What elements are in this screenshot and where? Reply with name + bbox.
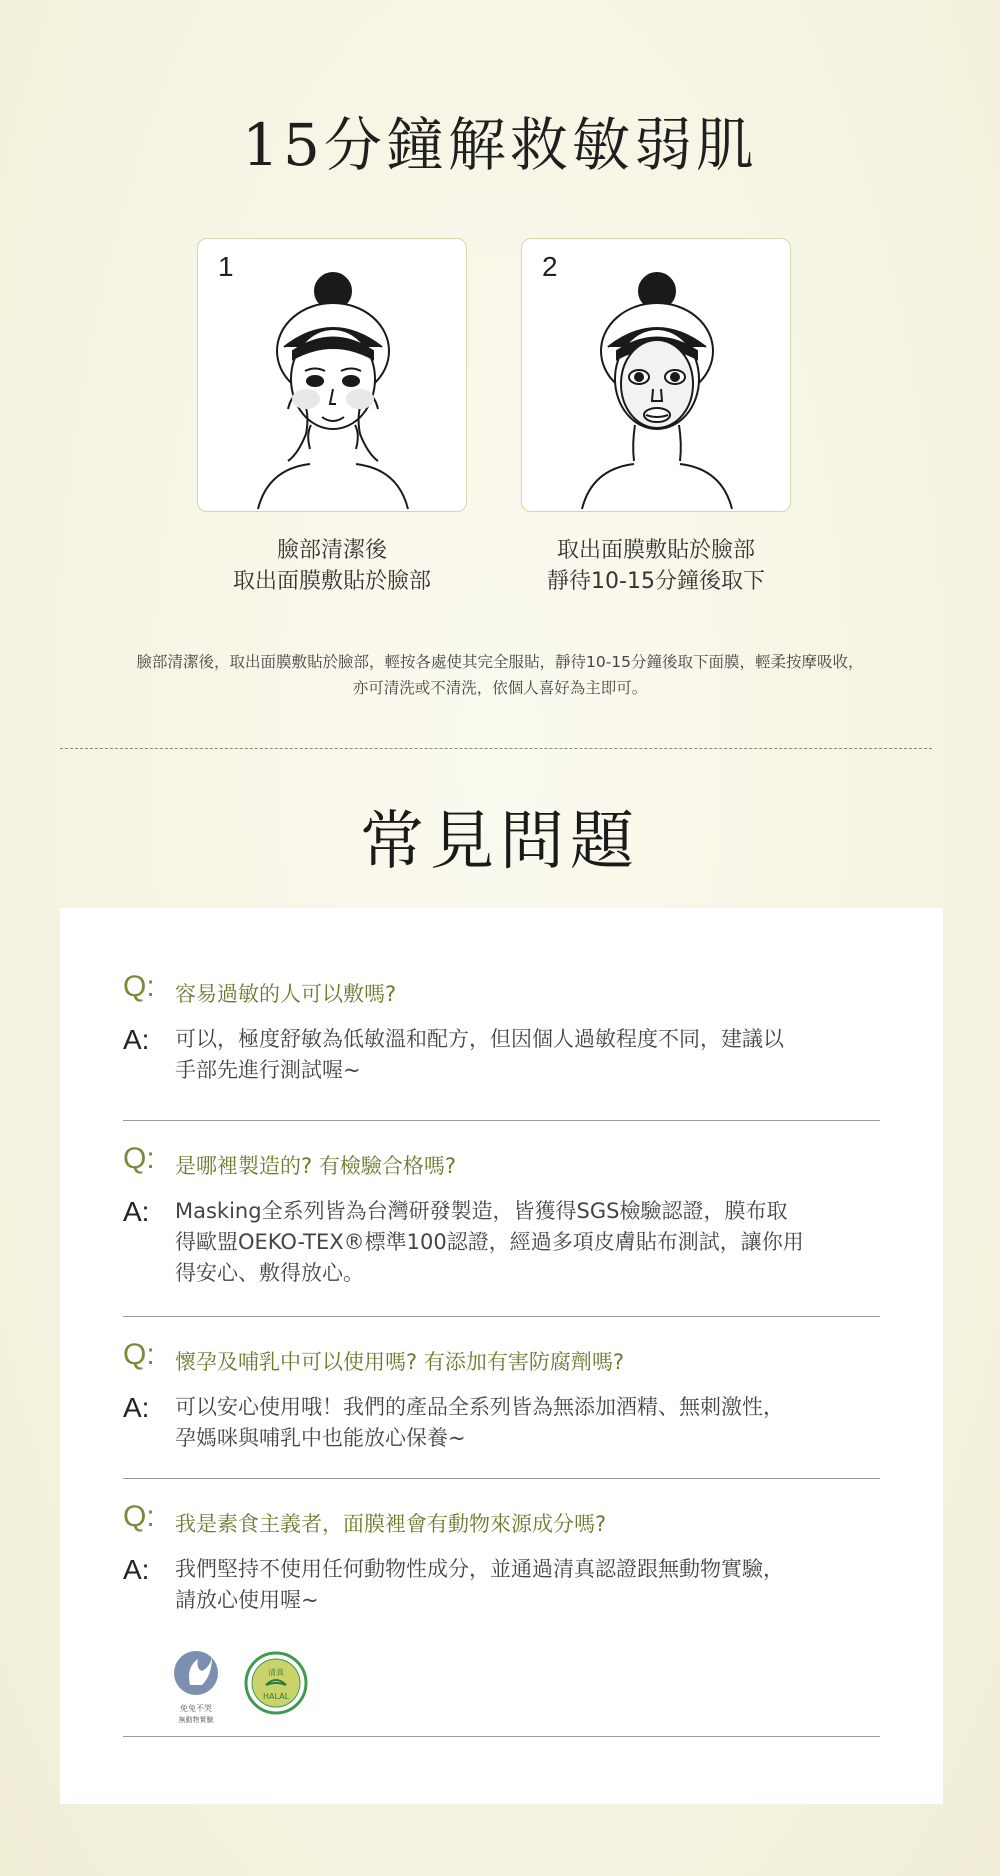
answer-line: 可以，極度舒敏為低敏溫和配方，但因個人過敏程度不同，建議以	[175, 1027, 784, 1051]
answer-line: 孕媽咪與哺乳中也能放心保養~	[175, 1426, 466, 1450]
faq-title: 常見問題	[360, 805, 640, 879]
face-mask-illustration	[522, 239, 792, 513]
answer-line: 手部先進行測試喔~	[175, 1058, 361, 1082]
a-marker: A:	[123, 1392, 150, 1423]
faq-item-1	[123, 970, 883, 1086]
step-caption-1	[182, 535, 482, 597]
face-cleansing-illustration	[198, 239, 468, 513]
a-marker: A:	[123, 1554, 150, 1585]
cruelty-free-text: 無動物實驗	[178, 1716, 214, 1724]
description-line: 臉部清潔後，取出面膜敷貼於臉部，輕按各處使其完全服貼，靜待10-15分鐘後取下面膜，輕柔按摩吸收，	[136, 653, 864, 671]
answer-line: Masking全系列皆為台灣研發製造，皆獲得SGS檢驗認證，膜布取	[175, 1199, 788, 1223]
faq-separator	[123, 1316, 880, 1317]
faq-question: 是哪裡製造的? 有檢驗合格嗎?	[175, 1154, 456, 1178]
halal-text: 清真	[268, 1668, 284, 1677]
answer-line: 得歐盟OEKO-TEX®標準100認證，經過多項皮膚貼布測試，讓你用	[175, 1230, 804, 1254]
step-number: 2	[542, 251, 558, 282]
answer-line: 請放心使用喔~	[175, 1588, 319, 1612]
caption-line: 取出面膜敷貼於臉部	[556, 538, 755, 563]
faq-answer	[175, 1392, 883, 1454]
q-marker: Q:	[123, 1500, 155, 1533]
faq-answer	[175, 1024, 883, 1086]
caption-line: 取出面膜敷貼於臉部	[232, 569, 431, 594]
cruelty-free-logo	[172, 1645, 312, 1729]
q-marker: Q:	[123, 1338, 155, 1371]
description-line: 亦可清洗或不清洗，依個人喜好為主即可。	[352, 679, 648, 697]
faq-question: 懷孕及哺乳中可以使用嗎? 有添加有害防腐劑嗎?	[175, 1350, 624, 1374]
caption-line: 臉部清潔後	[276, 538, 387, 563]
faq-question: 我是素食主義者，面膜裡會有動物來源成分嗎?	[175, 1512, 607, 1536]
faq-item-2	[123, 1142, 883, 1289]
faq-answer	[175, 1196, 883, 1289]
halal-word: HALAL	[262, 1692, 290, 1701]
answer-line: 我們堅持不使用任何動物性成分，並通過清真認證跟無動物實驗，	[175, 1557, 784, 1581]
cruelty-free-text: 免兔不哭	[180, 1704, 212, 1713]
certification-logos	[172, 1645, 312, 1733]
step-number: 1	[218, 251, 234, 282]
faq-separator	[123, 1478, 880, 1479]
section-divider	[60, 748, 932, 749]
faq-item-3	[123, 1338, 883, 1454]
a-marker: A:	[123, 1196, 150, 1227]
usage-title: 15分鐘解救敏弱肌	[242, 111, 758, 179]
faq-question: 容易過敏的人可以敷嗎?	[175, 982, 397, 1006]
faq-separator	[123, 1120, 880, 1121]
faq-item-4	[123, 1500, 883, 1616]
q-marker: Q:	[123, 1142, 155, 1175]
answer-line: 得安心、敷得放心。	[175, 1261, 364, 1285]
q-marker: Q:	[123, 970, 155, 1003]
faq-panel	[60, 908, 943, 1804]
usage-description	[60, 649, 940, 701]
step-card-2	[521, 238, 791, 512]
faq-answer	[175, 1554, 883, 1616]
step-card-1	[197, 238, 467, 512]
a-marker: A:	[123, 1024, 150, 1055]
step-caption-2	[506, 535, 806, 597]
faq-separator	[123, 1736, 880, 1737]
caption-line: 靜待10-15分鐘後取下	[547, 569, 765, 594]
answer-line: 可以安心使用哦！我們的產品全系列皆為無添加酒精、無刺激性，	[175, 1395, 784, 1419]
